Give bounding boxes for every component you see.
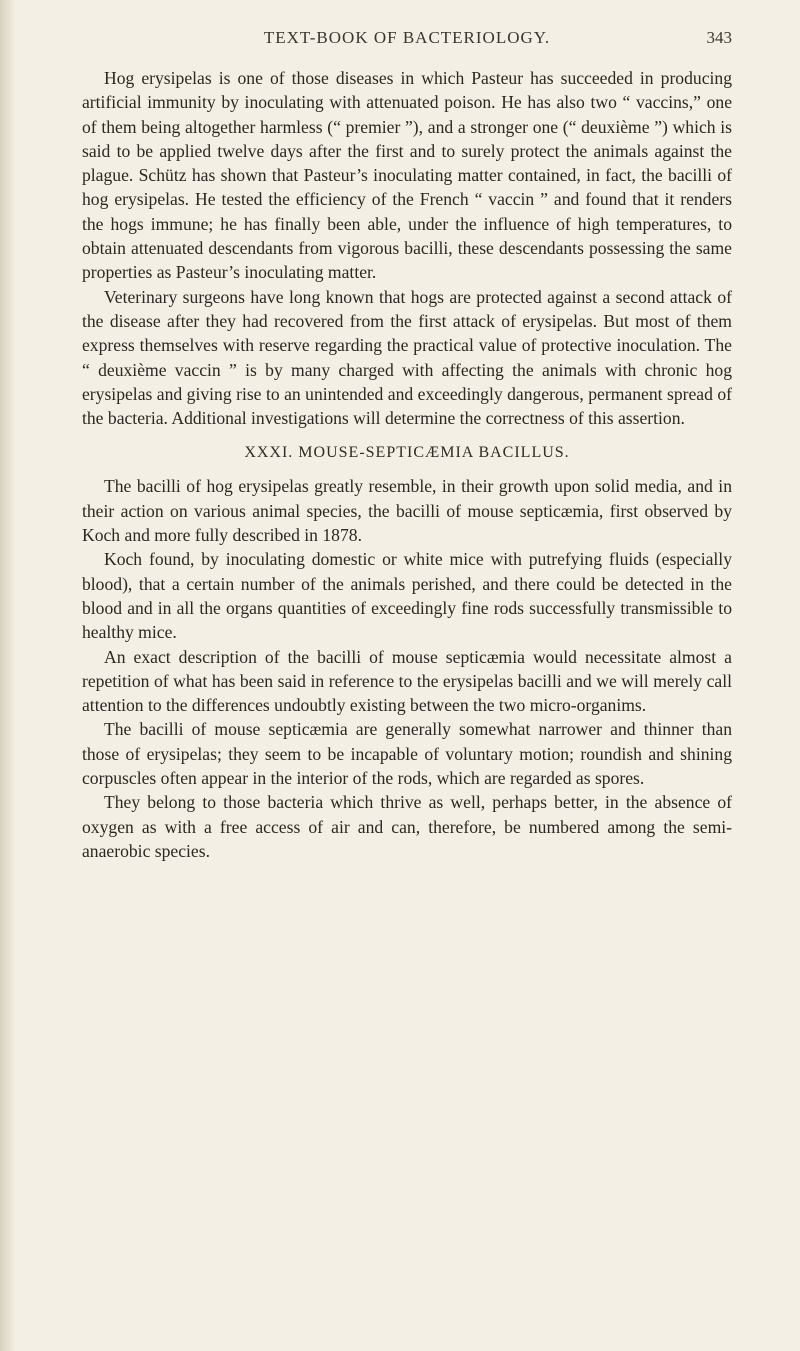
paragraph: The bacilli of hog erysipelas greatly resemble, in their growth upon solid media, and in their action on various animal species, the bacilli of mouse septicæmia, first observed by Koch and more fully described in 1878. (82, 476, 732, 546)
page-edge-shadow (0, 0, 16, 1351)
running-head-title: TEXT-BOOK OF BACTERIOLOGY. (263, 28, 551, 47)
paragraph: An exact description of the bacilli of mouse septicæmia would necessitate almost a repetition of what has been said in reference to the erysipelas bacilli and we will merely call attention to the differences undoubtly existing between the two micro-organims. (82, 646, 732, 716)
book-page (82, 28, 732, 863)
section-heading: XXXI. MOUSE-SEPTICÆMIA BACILLUS. (244, 444, 570, 462)
paragraph: Veterinary surgeons have long known that hogs are protected against a second attack of the disease after they had recovered from the first attack of erysipelas. But most of them express themselves with reserve regarding the practical value of protective inoculation. The “ deuxième vaccin ” is by many charged with affecting the animals with chronic hog erysipelas and giving rise to an unintended and exceedingly dangerous, permanent spread of the bacteria. Additional investigations will determine the correctness of this assertion. (82, 286, 732, 429)
body-text (82, 66, 732, 863)
paragraph: They belong to those bacteria which thrive as well, perhaps better, in the absence of oxygen as with a free access of air and can, therefore, be numbered among the semi-anaerobic species. (82, 792, 732, 861)
running-head (82, 28, 732, 58)
paragraph: Hog erysipelas is one of those diseases in which Pasteur has succeeded in producing artificial immunity by inoculating with attenuated poison. He has also two “ vaccins,” one of them being altogether harmless (“ premier ”), and a stronger one (“ deuxième ”) which is said to be applied twelve days after the first and to surely protect the animals against the plague. Schütz has shown that Pasteur’s inoculating matter contained, in fact, the bacilli of hog erysipelas. He tested the efficiency of the French “ vaccin ” and found that it renders the hogs immune; he has finally been able, under the influence of high temperatures, to obtain attenuated descendants from vigorous bacilli, these descendants possessing the same properties as Pasteur’s inoculating matter. (82, 68, 732, 283)
paragraph: Koch found, by inoculating domestic or white mice with putrefying fluids (especially blood), that a certain number of the animals perished, and there could be detected in the blood and in all the organs quantities of exceedingly fine rods successfully transmissible to healthy mice. (82, 549, 732, 643)
paragraph: The bacilli of mouse septicæmia are generally somewhat narrower and thinner than those of erysipelas; they seem to be incapable of voluntary motion; roundish and shining corpuscles often appear in the interior of the rods, which are regarded as spores. (82, 719, 732, 789)
page-number: 343 (706, 28, 732, 47)
